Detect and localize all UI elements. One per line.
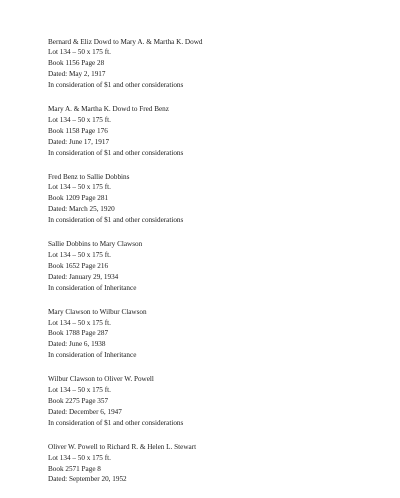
deed-book-page: Book 1652 Page 216	[48, 261, 388, 272]
deed-book-page: Book 1158 Page 176	[48, 126, 388, 137]
deed-consideration: In consideration of $1 and other considerations	[48, 148, 388, 159]
deed-book-page: Book 1209 Page 281	[48, 193, 388, 204]
deed-date: Dated: June 6, 1938	[48, 339, 388, 350]
deed-parties: Bernard & Eliz Dowd to Mary A. & Martha K. Dowd	[48, 37, 388, 48]
deed-entry	[48, 104, 388, 159]
deed-book-page: Book 1788 Page 287	[48, 328, 388, 339]
deed-entry	[48, 307, 388, 362]
deed-parties: Mary Clawson to Wilbur Clawson	[48, 307, 388, 318]
deed-entry	[48, 239, 388, 294]
deed-parties: Oliver W. Powell to Richard R. & Helen L. Stewart	[48, 442, 388, 453]
deed-lot: Lot 134 – 50 x 175 ft.	[48, 47, 388, 58]
deed-date: Dated: May 2, 1917	[48, 69, 388, 80]
deed-parties: Wilbur Clawson to Oliver W. Powell	[48, 374, 388, 385]
deed-parties: Mary A. & Martha K. Dowd to Fred Benz	[48, 104, 388, 115]
deed-book-page: Book 2275 Page 357	[48, 396, 388, 407]
deed-entry-list	[48, 37, 388, 498]
deed-consideration: In consideration of $1 and other considerations	[48, 80, 388, 91]
deed-consideration: In consideration of $1 and other considerations	[48, 418, 388, 429]
deed-date: Dated: December 6, 1947	[48, 407, 388, 418]
deed-lot: Lot 134 – 50 x 175 ft.	[48, 385, 388, 396]
deed-consideration: In consideration of Inheritance	[48, 350, 388, 361]
deed-entry	[48, 37, 388, 92]
deed-date: Dated: September 20, 1952	[48, 474, 388, 485]
deed-date: Dated: March 25, 1920	[48, 204, 388, 215]
deed-parties: Fred Benz to Sallie Dobbins	[48, 172, 388, 183]
deed-book-page: Book 2571 Page 8	[48, 464, 388, 475]
deed-lot: Lot 134 – 50 x 175 ft.	[48, 453, 388, 464]
deed-entry	[48, 172, 388, 227]
deed-lot: Lot 134 – 50 x 175 ft.	[48, 250, 388, 261]
deed-consideration: In consideration of Inheritance	[48, 283, 388, 294]
deed-date: Dated: June 17, 1917	[48, 137, 388, 148]
deed-lot: Lot 134 – 50 x 175 ft.	[48, 318, 388, 329]
deed-parties: Sallie Dobbins to Mary Clawson	[48, 239, 388, 250]
deed-book-page: Book 1156 Page 28	[48, 58, 388, 69]
deed-consideration: In consideration of $1 and other considerations	[48, 215, 388, 226]
deed-date: Dated: January 29, 1934	[48, 272, 388, 283]
deed-lot: Lot 134 – 50 x 175 ft.	[48, 182, 388, 193]
deed-lot: Lot 134 – 50 x 175 ft.	[48, 115, 388, 126]
deed-entry	[48, 374, 388, 429]
deed-entry	[48, 442, 388, 486]
